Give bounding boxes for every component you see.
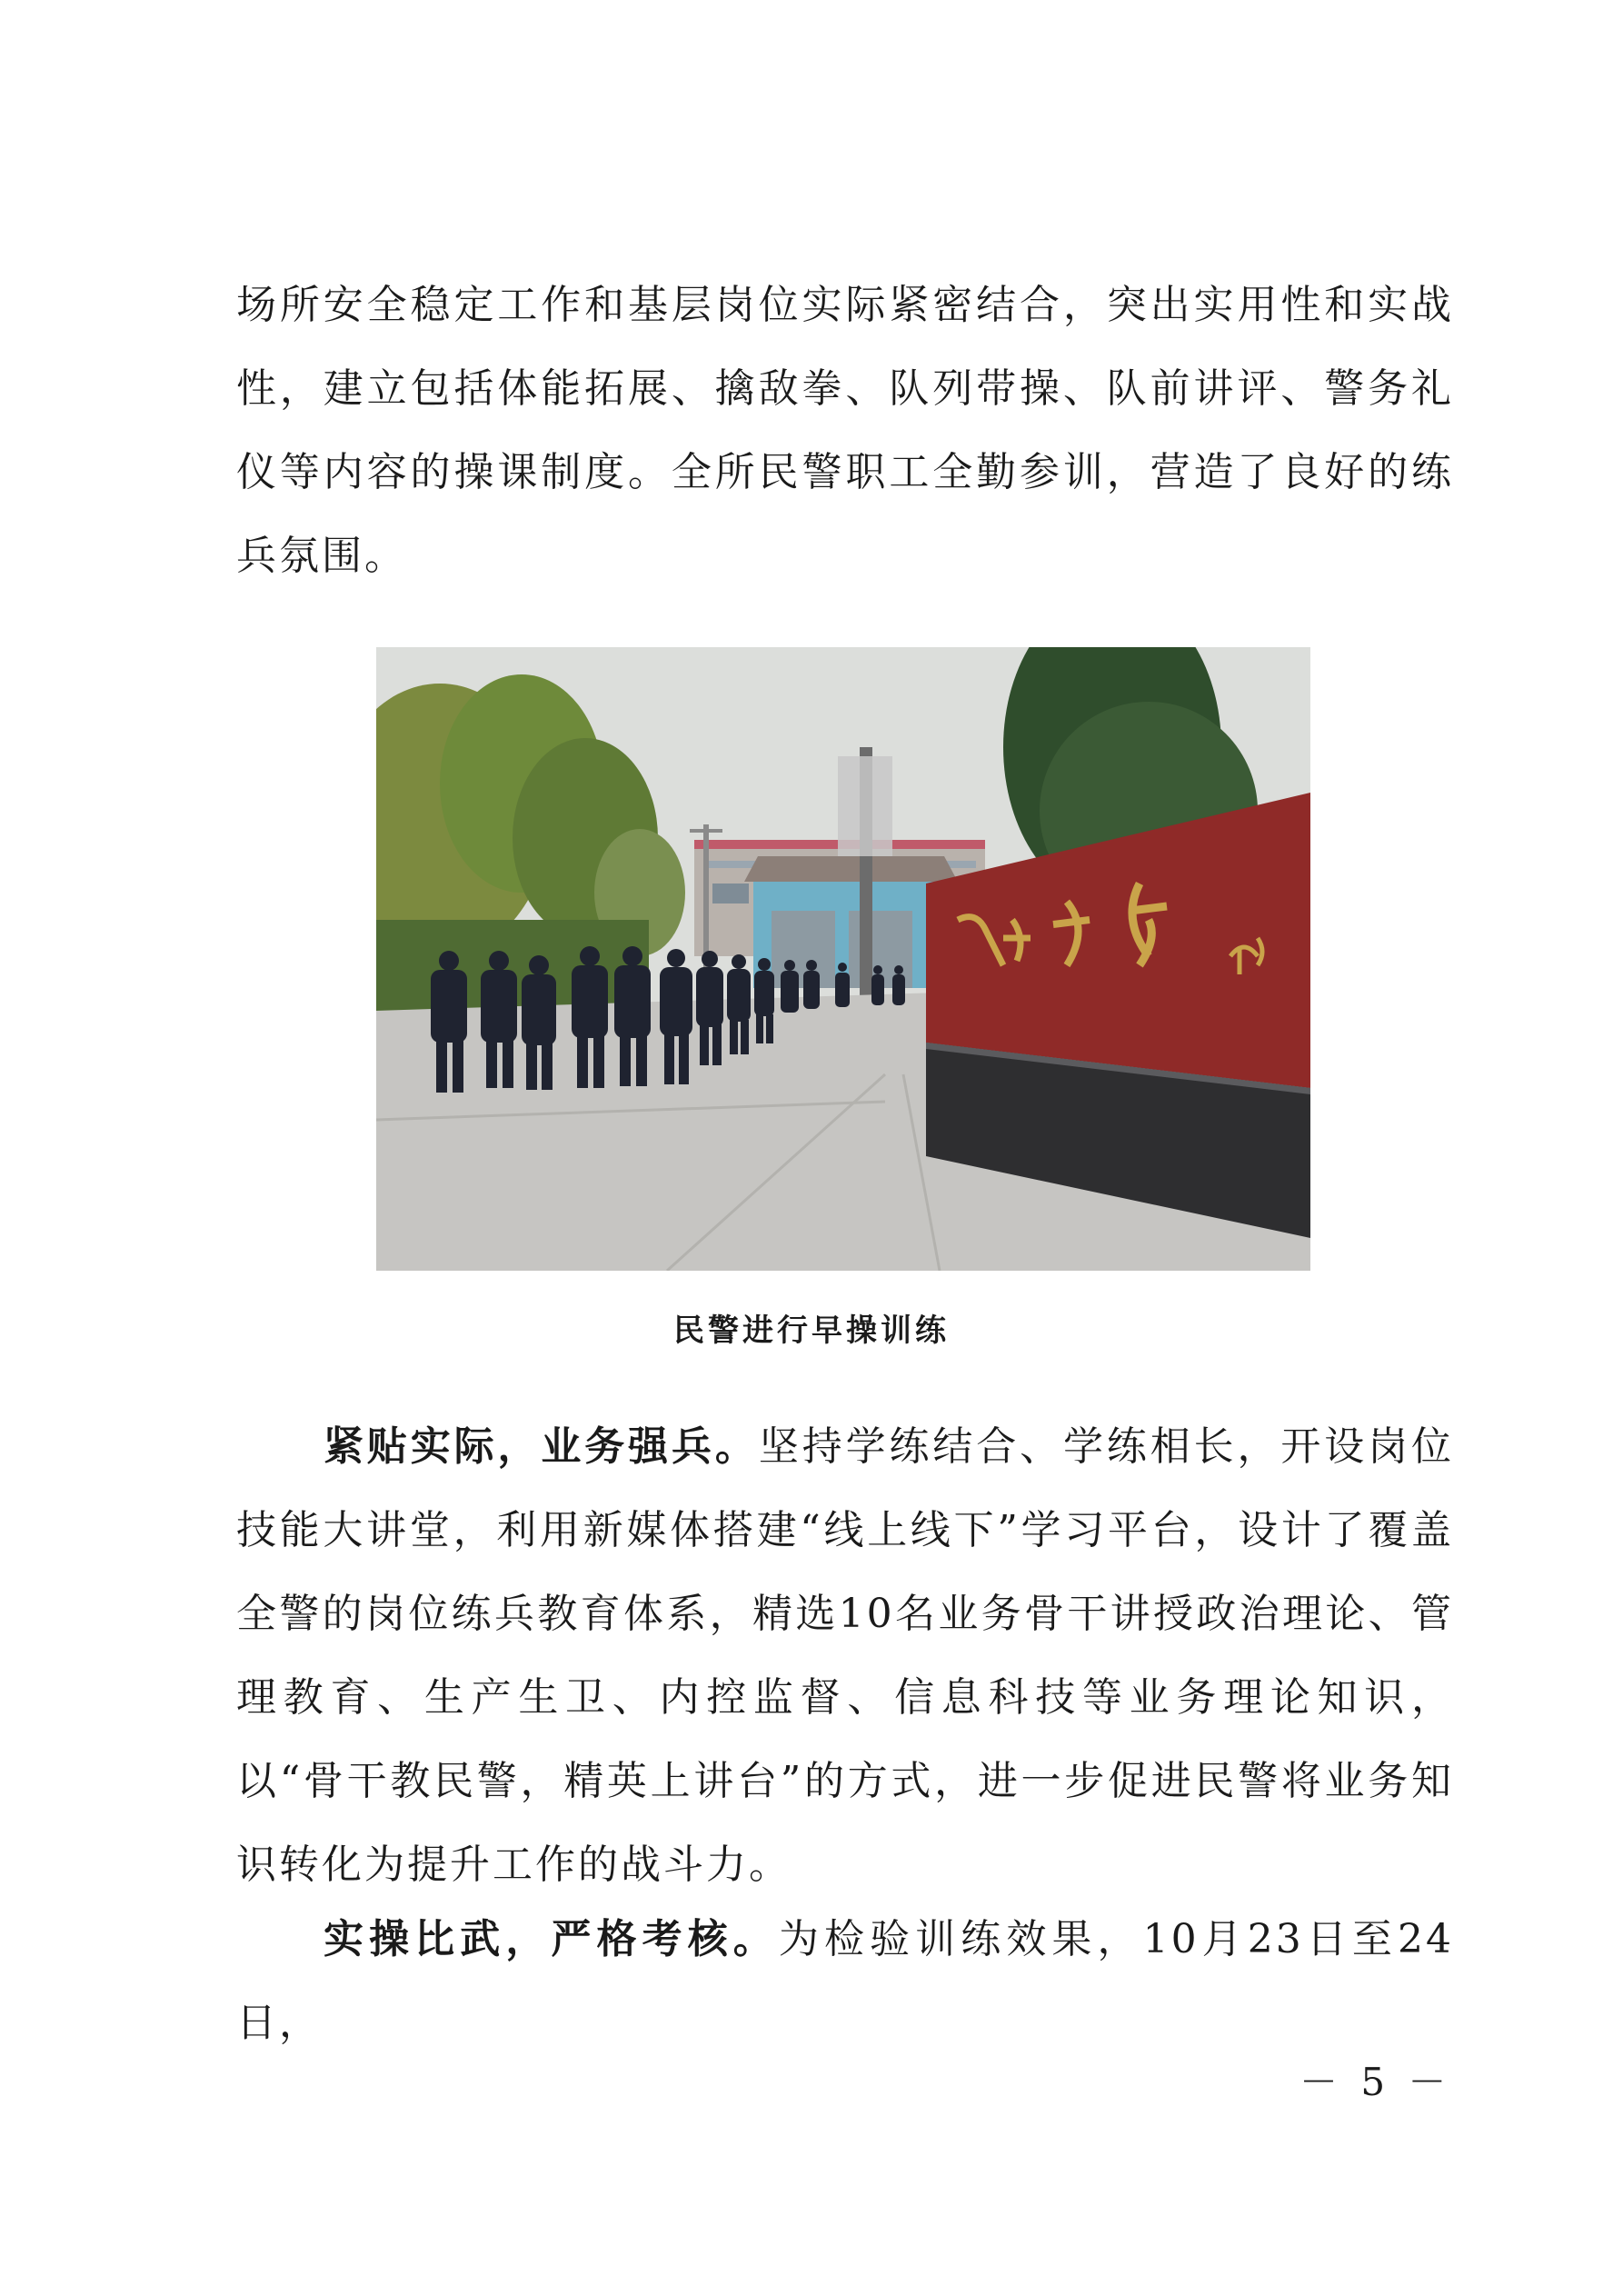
- morning-exercise-photo: [376, 647, 1310, 1271]
- paragraph-lead-heading: 紧贴实际，业务强兵。: [324, 1423, 759, 1470]
- body-paragraph-2: [236, 1405, 1454, 1907]
- body-paragraph-3: [236, 1898, 1454, 2065]
- paragraph-body-text: 坚持学练结合、学练相长，开设岗位技能大讲堂，利用新媒体搭建“线上线下”学习平台，设计了覆盖全警的岗位练兵教育体系，精选10名业务骨干讲授政治理论、管理教育、生产生卫、内控监督、信息科技等业务理论知识，以“骨干教民警，精英上讲台”的方式，进一步促进民警将业务知识转化为提升工作的战斗力。: [236, 1423, 1455, 1888]
- figure-caption: 民警进行早操训练: [673, 1313, 950, 1349]
- paragraph-body-text: 为检验训练效果，10月23日至24日，: [236, 1916, 1455, 2046]
- body-paragraph-1: 场所安全稳定工作和基层岗位实际紧密结合，突出实用性和实战性，建立包括体能拓展、擒敌拳、队列带操、队前讲评、警务礼仪等内容的操课制度。全所民警职工全勤参训，营造了良好的练兵氛围。: [236, 282, 1454, 579]
- paragraph-lead-heading: 实操比武，严格考核。: [324, 1916, 779, 1962]
- page-number: － 5 －: [1299, 2060, 1452, 2104]
